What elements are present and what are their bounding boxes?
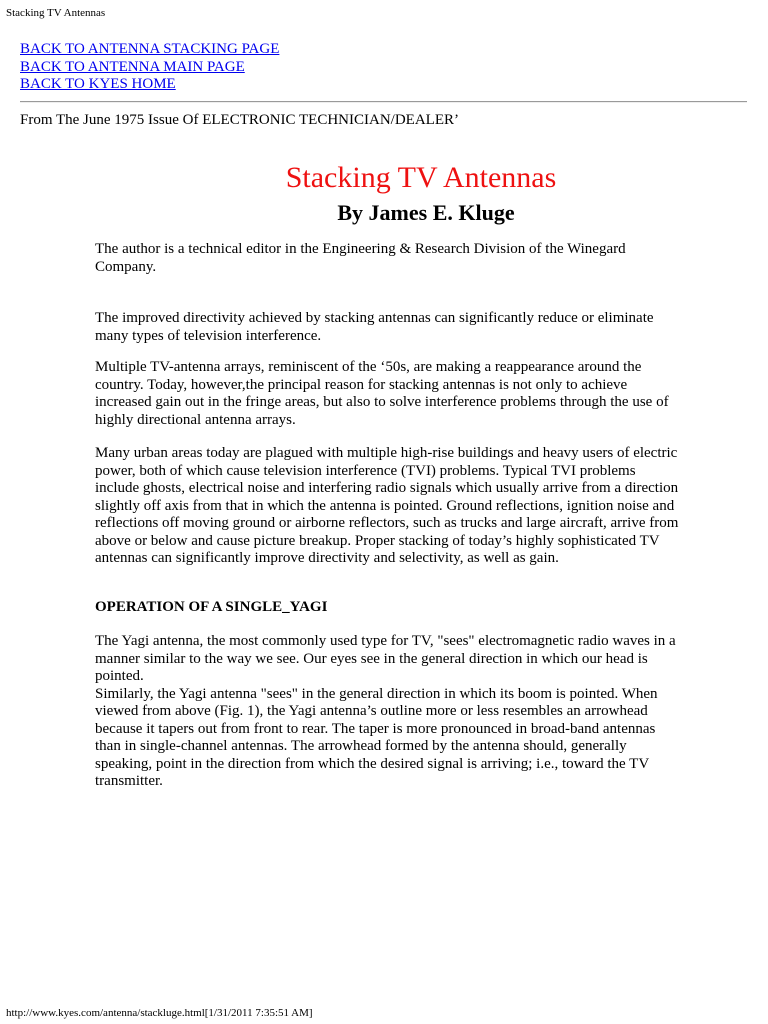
print-header-title: Stacking TV Antennas (6, 7, 106, 19)
section-body (95, 633, 680, 791)
article-title: Stacking TV Antennas (285, 161, 557, 194)
article-body-3 (95, 445, 680, 568)
paragraph-yagi-arrowhead: Similarly, the Yagi antenna "sees" in the general direction in which its boom is pointed. When viewed from above (Fig. 1), the Yagi antenna’s outline more or less resembles an arrowhead because it tapers out from front to rear. The taper is more pronounced in broad-band antennas than in single-channel antennas. The arrowhead formed by the antenna should, generally speaking, point in the direction from which the desired signal is arriving; i.e., toward the TV transmitter. (95, 685, 658, 789)
nav-links (20, 41, 279, 94)
section-heading-block (95, 599, 680, 617)
horizontal-divider (20, 101, 747, 103)
paragraph-multiple-arrays: Multiple TV-antenna arrays, reminiscent of the ‘50s, are making a reappearance around the country. Today, however,the principal reason for stacking antennas is not only to achieve increased gain out in the fringe areas, but also to solve interference problems through the use of highly directional antenna arrays. (95, 359, 669, 428)
source-line: From The June 1975 Issue Of ELECTRONIC TECHNICIAN/DEALER’ (20, 112, 459, 128)
paragraph-intro: The improved directivity achieved by stacking antennas can significantly reduce or eliminate many types of television interference. (95, 310, 654, 344)
section-heading: OPERATION OF A SINGLE_YAGI (95, 599, 328, 615)
article-body (95, 310, 680, 345)
back-to-antenna-main-link[interactable]: BACK TO ANTENNA MAIN PAGE (20, 58, 245, 75)
paragraph-yagi-sees: The Yagi antenna, the most commonly used type for TV, "sees" electromagnetic radio waves in a manner similar to the way we see. Our eyes see in the general direction in which our head is pointed. (95, 633, 676, 684)
author-note-block (95, 241, 680, 276)
article-body-2 (95, 359, 680, 429)
author-note: The author is a technical editor in the Engineering & Research Division of the Winegard Company. (95, 241, 626, 275)
paragraph-urban-areas: Many urban areas today are plagued with multiple high-rise buildings and heavy users of electric power, both of which cause television interference (TVI) problems. Typical TVI problems include ghosts, electrical noise and interfering radio signals which usually arrive from a direction slightly off axis from that in which the antenna is pointed. Ground reflections, ignition noise and reflections off moving ground or airborne reflectors, such as trucks and large aircraft, arrive from above or below and cause picture breakup. Proper stacking of today’s highly sophisticated TV antennas can significantly improve directivity and selectivity, as well as gain. (95, 445, 679, 566)
back-to-antenna-stacking-link[interactable]: BACK TO ANTENNA STACKING PAGE (20, 41, 280, 57)
back-to-kyes-home-link[interactable]: BACK TO KYES HOME (20, 76, 176, 92)
print-footer-url: http://www.kyes.com/antenna/stackluge.html[1/31/2011 7:35:51 AM] (6, 1007, 313, 1019)
article-byline: By James E. Kluge (337, 200, 515, 225)
